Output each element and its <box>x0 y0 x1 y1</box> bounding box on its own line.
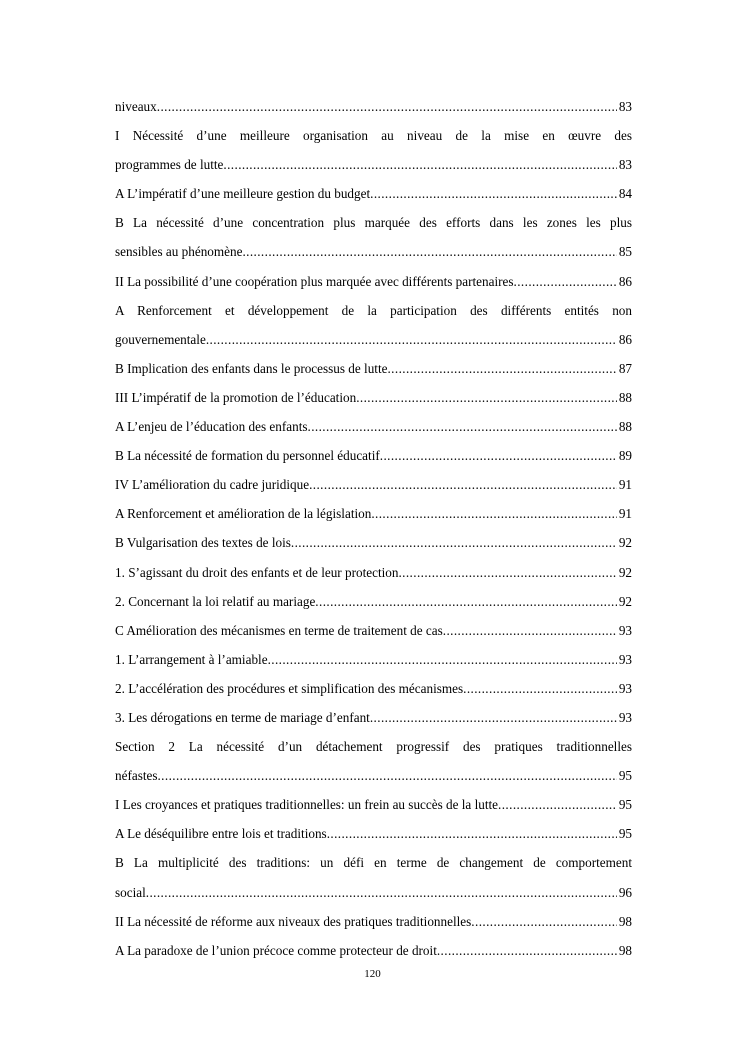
toc-entry <box>115 325 632 354</box>
toc-entry-page: 86 <box>618 331 632 347</box>
dot-leader <box>443 616 617 645</box>
dot-leader <box>463 674 617 703</box>
dot-leader <box>327 819 617 848</box>
toc-entry <box>115 499 632 528</box>
toc-entry-title: IV L’amélioration du cadre juridique <box>115 477 310 493</box>
toc-entry-page: 98 <box>618 913 632 929</box>
toc-entry-title: B La nécessité d’une concentration plus marquée des efforts dans les zones les plus <box>115 215 632 231</box>
toc-entry-page: 88 <box>618 389 632 405</box>
toc-entry-page: 98 <box>618 942 632 958</box>
dot-leader <box>157 761 616 790</box>
toc-entry <box>115 441 632 470</box>
toc-entry-title: C Amélioration des mécanismes en terme de traitement de cas <box>115 622 443 638</box>
dot-leader <box>146 878 617 907</box>
toc-entry-title: A L’enjeu de l’éducation des enfants <box>115 419 308 435</box>
toc-entry-page: 85 <box>618 244 632 260</box>
dot-leader <box>268 645 617 674</box>
dot-leader <box>309 470 617 499</box>
dot-leader <box>206 325 617 354</box>
toc-entry-page: 87 <box>618 360 632 376</box>
toc-entry <box>115 92 632 121</box>
toc-entry-page: 84 <box>618 186 632 202</box>
toc-entry <box>115 558 632 587</box>
toc-entry-page: 95 <box>618 826 632 842</box>
toc-entry-page: 86 <box>618 273 632 289</box>
dot-leader <box>514 267 617 296</box>
dot-leader <box>471 907 617 936</box>
toc-entry-page: 93 <box>618 680 632 696</box>
dot-leader <box>315 587 617 616</box>
toc-entry-title: gouvernementale <box>115 331 206 347</box>
toc-entry <box>115 267 632 296</box>
toc-entry-title: 3. Les dérogations en terme de mariage d’enfant <box>115 709 370 725</box>
toc-entry-page: 96 <box>618 884 632 900</box>
toc-entry-page: 92 <box>618 535 632 551</box>
toc-entry-title: néfastes <box>115 768 158 784</box>
toc-entry-title: B La nécessité de formation du personnel éducatif <box>115 448 380 464</box>
toc-entry-page: 91 <box>618 477 632 493</box>
toc-entry <box>115 470 632 499</box>
toc-entry-page: 93 <box>618 651 632 667</box>
toc-entry-title: III L’impératif de la promotion de l’éducation <box>115 389 357 405</box>
toc-entry-title: niveaux <box>115 99 157 114</box>
toc-entry-title: II La possibilité d’une coopération plus marquée avec différents partenaires <box>115 273 514 289</box>
toc-entry-page: 93 <box>618 709 632 725</box>
toc-entry-page: 93 <box>618 622 632 638</box>
toc-entry-page: 89 <box>618 448 632 464</box>
dot-leader <box>356 383 617 412</box>
toc-entry <box>115 587 632 616</box>
toc-entry-title: programmes de lutte <box>115 157 224 173</box>
dot-leader <box>380 441 617 470</box>
toc-entry-title: A Renforcement et amélioration de la législation <box>115 506 372 522</box>
toc-entry <box>115 878 632 907</box>
toc-entry <box>115 150 632 179</box>
toc-entry <box>115 528 632 557</box>
dot-leader <box>398 558 616 587</box>
toc-entry-title: 2. L’accélération des procédures et simplification des mécanismes <box>115 680 464 696</box>
toc-entry <box>115 354 632 383</box>
toc-entry-title: A L’impératif d’une meilleure gestion du budget <box>115 186 371 202</box>
dot-leader <box>437 936 617 965</box>
toc-entry-title: Section 2 La nécessité d’un détachement progressif des pratiques traditionnelles <box>115 739 632 755</box>
toc-entry-page: 95 <box>618 797 632 813</box>
toc-entry <box>115 412 632 441</box>
toc-entry-page: 92 <box>618 564 632 580</box>
toc-entry <box>115 674 632 703</box>
page-number: 120 <box>364 968 381 980</box>
toc-entry-title: II La nécessité de réforme aux niveaux des pratiques traditionnelles <box>115 913 472 929</box>
toc-entry-title: 1. S’agissant du droit des enfants et de leur protection <box>115 564 399 580</box>
toc-entry-page: 88 <box>618 419 632 435</box>
dot-leader <box>223 150 616 179</box>
dot-leader <box>291 528 617 557</box>
toc-entry <box>115 761 632 790</box>
dot-leader <box>387 354 616 383</box>
toc-entry-title: sensibles au phénomène <box>115 244 243 260</box>
toc-entry <box>115 907 632 936</box>
toc-entry-page: 91 <box>618 506 632 522</box>
dot-leader <box>370 703 617 732</box>
dot-leader <box>370 179 617 208</box>
toc-entry-title: social <box>115 884 146 900</box>
toc-entry-title: I Les croyances et pratiques traditionnelles: un frein au succès de la lutte <box>115 797 499 813</box>
dot-leader <box>242 237 616 266</box>
toc-entry-title: 2. Concernant la loi relatif au mariage <box>115 593 316 609</box>
toc-entry-page: 92 <box>618 593 632 609</box>
toc-entry-page: 83 <box>618 157 632 173</box>
dot-leader <box>498 790 617 819</box>
toc-entry <box>115 936 632 965</box>
dot-leader <box>308 412 617 441</box>
toc-entry <box>115 645 632 674</box>
toc-entry-title: A Le déséquilibre entre lois et traditions <box>115 826 327 842</box>
toc-entry <box>115 179 632 208</box>
toc-entry-title: A Renforcement et développement de la participation des différents entités non <box>115 302 632 318</box>
toc-entry-title: A La paradoxe de l’union précoce comme protecteur de droit <box>115 942 437 958</box>
dot-leader <box>157 92 617 121</box>
toc-entry <box>115 383 632 412</box>
toc-entry <box>115 819 632 848</box>
toc-entry-title: B Vulgarisation des textes de lois <box>115 535 291 551</box>
toc-entry-page: 95 <box>618 768 632 784</box>
toc-entry-page: 83 <box>618 99 632 114</box>
toc-entry <box>115 790 632 819</box>
toc-entry-title: B Implication des enfants dans le processus de lutte <box>115 360 388 376</box>
toc-entry <box>115 703 632 732</box>
table-of-contents <box>115 92 632 965</box>
toc-entry-title: B La multiplicité des traditions: un défi en terme de changement de comportement <box>115 855 632 871</box>
toc-entry <box>115 616 632 645</box>
dot-leader <box>371 499 616 528</box>
toc-entry-title: 1. L’arrangement à l’amiable <box>115 651 268 667</box>
toc-entry <box>115 237 632 266</box>
toc-entry-title: I Nécessité d’une meilleure organisation au niveau de la mise en œuvre des <box>115 128 632 144</box>
